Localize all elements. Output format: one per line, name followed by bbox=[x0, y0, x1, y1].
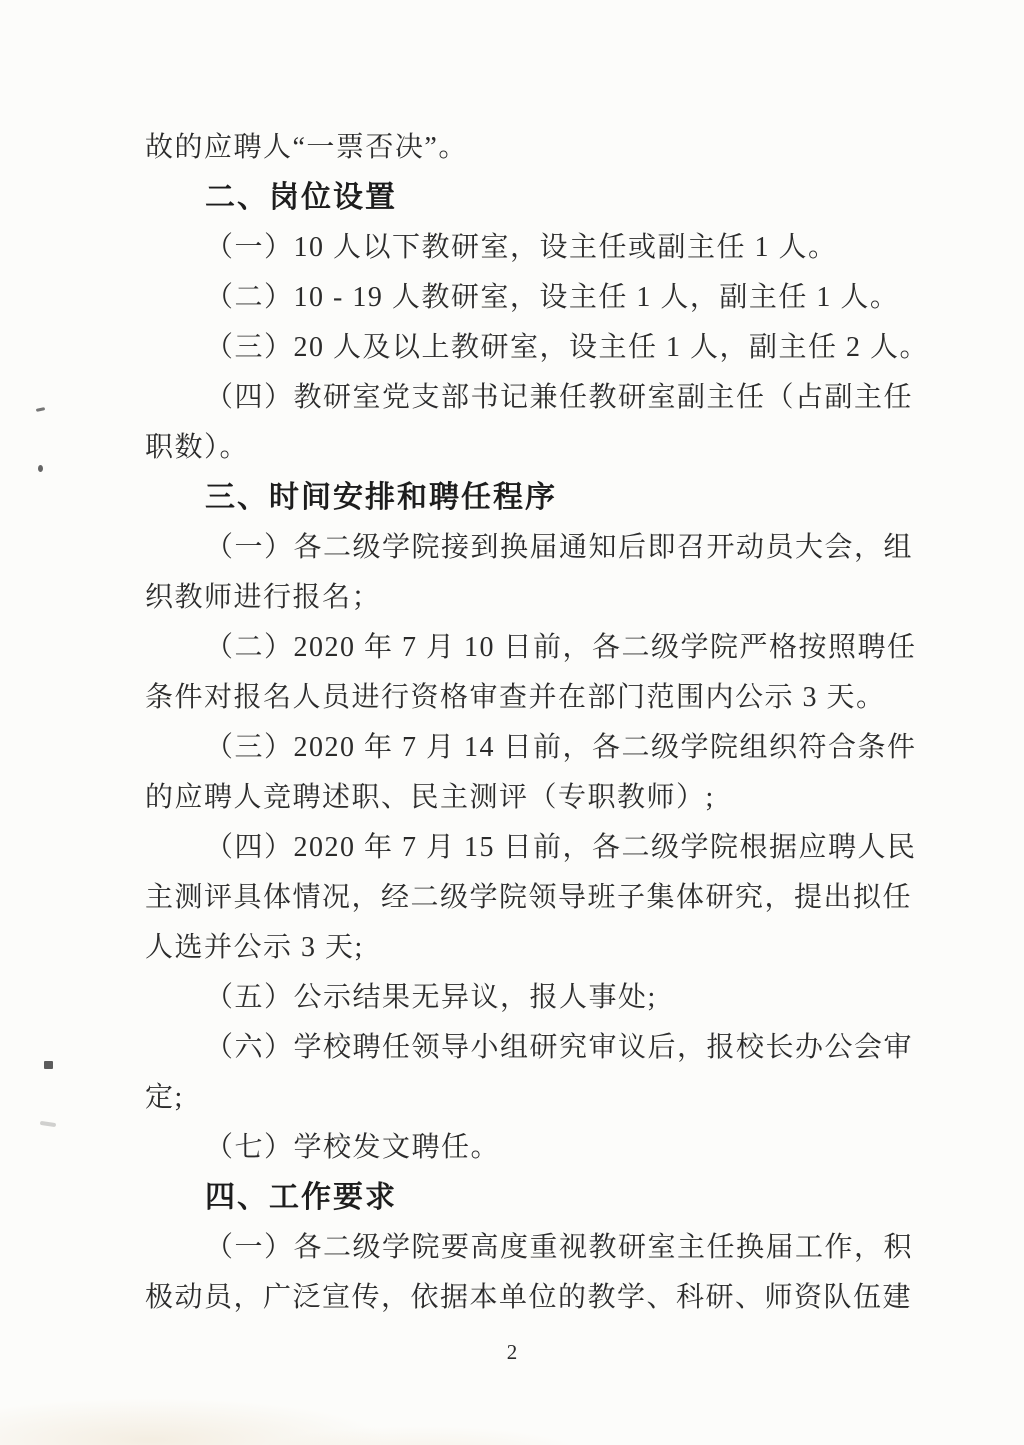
text-line: （三）20 人及以上教研室，设主任 1 人，副主任 2 人。 bbox=[205, 332, 930, 363]
page-number: 2 bbox=[506, 1340, 518, 1364]
text-line: （六）学校聘任领导小组研究审议后，报校长办公会审 bbox=[205, 1032, 914, 1063]
text-line: （二）2020 年 7 月 10 日前，各二级学院严格按照聘任 bbox=[205, 632, 917, 663]
scan-speck bbox=[40, 1121, 56, 1127]
section-heading-3: 三、时间安排和聘任程序 bbox=[205, 481, 557, 514]
text-line: （五）公示结果无异议，报人事处; bbox=[205, 982, 657, 1013]
text-line: （四）2020 年 7 月 15 日前，各二级学院根据应聘人民 bbox=[205, 832, 917, 863]
text-line: 人选并公示 3 天; bbox=[145, 932, 364, 963]
text-line: （一）各二级学院接到换届通知后即召开动员大会，组 bbox=[205, 532, 914, 563]
section-heading-4: 四、工作要求 bbox=[205, 1181, 397, 1214]
text-line: 主测评具体情况，经二级学院领导班子集体研究，提出拟任 bbox=[145, 882, 913, 913]
text-line: （三）2020 年 7 月 14 日前，各二级学院组织符合条件 bbox=[205, 732, 917, 763]
text-line: （七）学校发文聘任。 bbox=[205, 1132, 501, 1163]
text-line: 定; bbox=[145, 1082, 184, 1113]
text-line: 职数）。 bbox=[145, 432, 250, 463]
text-line: 极动员，广泛宣传，依据本单位的教学、科研、师资队伍建 bbox=[145, 1282, 913, 1313]
text-line: 故的应聘人“一票否决”。 bbox=[145, 132, 468, 163]
scan-speck bbox=[44, 1061, 53, 1069]
scan-speck bbox=[36, 407, 45, 412]
text-line: 的应聘人竞聘述职、民主测评（专职教师）; bbox=[145, 782, 715, 813]
text-line: （一）各二级学院要高度重视教研室主任换届工作，积 bbox=[205, 1232, 914, 1263]
text-line: （四）教研室党支部书记兼任教研室副主任（占副主任 bbox=[205, 382, 914, 413]
text-line: 织教师进行报名； bbox=[145, 582, 382, 613]
text-line: （一）10 人以下教研室，设主任或副主任 1 人。 bbox=[205, 232, 838, 263]
section-heading-2: 二、岗位设置 bbox=[205, 181, 397, 214]
scan-speck bbox=[38, 465, 43, 472]
text-line: 条件对报名人员进行资格审查并在部门范围内公示 3 天。 bbox=[145, 682, 886, 713]
text-line: （二）10 - 19 人教研室，设主任 1 人，副主任 1 人。 bbox=[205, 282, 900, 313]
document-body-text bbox=[145, 123, 930, 1323]
